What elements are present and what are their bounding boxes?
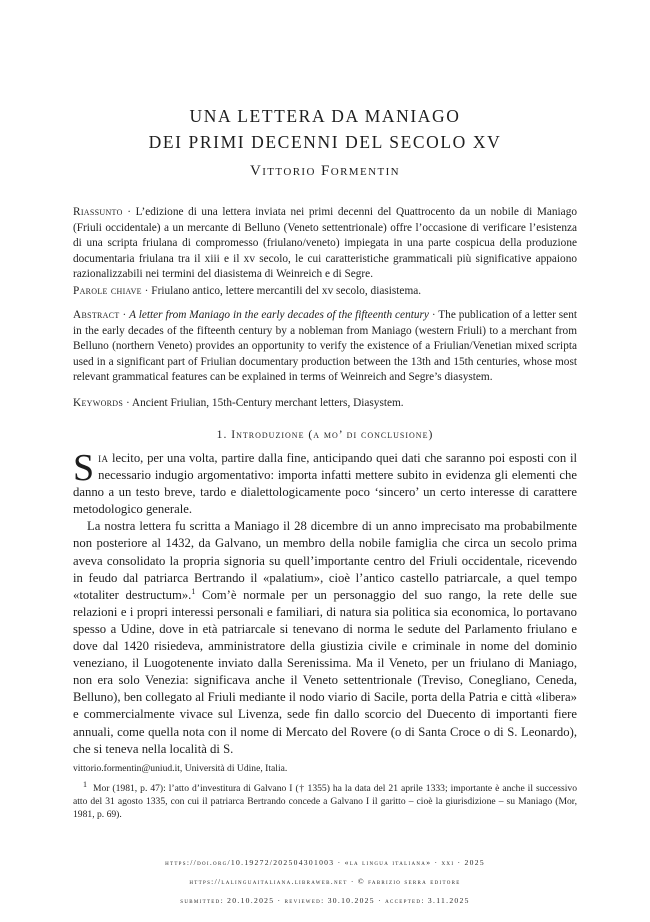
paragraph-2-text-a: La nostra lettera fu scritta a Maniago il 28 dicembre di un anno imprecisato ma probabilmente non posteriore al 1432, da Galvano, un membro della nobile famiglia che circa un secolo prima aveva consolidato la propria signoria su quell’importante centro del Friuli occidentale, ricevendo in feudo dal patriarca Bertrando il «palatium», cioè l’antico castello patriarcale, a quel tempo «totaliter destructum».: [73, 519, 577, 602]
footer-doi-line: https://doi.org/10.19272/202504301003 · «la lingua italiana» · xxi · 2025: [165, 858, 485, 867]
drop-cap: S: [73, 447, 95, 489]
footnote-1: [73, 779, 578, 822]
parole-chiave-block: Parole chiave · Friulano antico, lettere mercantili del xv secolo, diasistema.: [73, 285, 422, 297]
footnote-1-number: 1: [83, 779, 87, 789]
footer-dates-line: submitted: 20.10.2025 · reviewed: 30.10.2025 · accepted: 3.11.2025: [180, 896, 470, 905]
abstract-label: Abstract: [73, 309, 120, 321]
keywords-block: Keywords · Ancient Friulian, 15th-Century merchant letters, Diasystem.: [73, 397, 404, 409]
abstract-text: The publication of a letter sent in the early decades of the fifteenth century by a nobleman from Maniago (western Friuli) to a merchant from Belluno (northern Veneto) provides an opportunity to verify the existence of a Friulian/Venetian mixed scripta used in a significant part of Friulian documentary production between the 13th and 15th centuries, whose most relevant grammatical features can be explained in terms of Weinreich and Segre’s diasystem.: [73, 309, 577, 384]
abstract-block: Abstract · A letter from Maniago in the early decades of the fifteenth century · The publication of a letter sent in the early decades of the fifteenth century by a nobleman from Maniago (western Friuli) to a merchant from Belluno (northern Veneto) provides an opportunity to verify the existence of a Friulian/Venetian mixed scripta used in a significant part of Friulian documentary production between the 13th and 15th centuries, whose most relevant grammatical features can be explained in terms of Weinreich and Segre’s diasystem.: [73, 309, 577, 384]
author-affiliation: vittorio.formentin@uniud.it, Università di Udine, Italia.: [73, 763, 288, 774]
riassunto-block: Riassunto · L’edizione di una lettera inviata nei primi decenni del Quattrocento da un nobile di Maniago (Friuli occidentale) a un mercante di Belluno (Veneto settentrionale) offre l’occasione di verificare l’esistenza di una scripta friulana di compromesso (friulano/veneto) impiegata in una parte cospicua della produzione documentaria friulana tra il xiii e il xv secolo, le cui caratteristiche grammaticali più significative appaiono razionalizzabili nei termini del diasistema di Weinreich e di Segre.: [73, 206, 577, 281]
article-title-line-2: DEI PRIMI DECENNI DEL SECOLO XV: [148, 132, 502, 152]
parole-chiave-text: Friulano antico, lettere mercantili del xv secolo, diasistema.: [151, 285, 422, 297]
riassunto-label: Riassunto: [73, 206, 123, 218]
riassunto-text: L’edizione di una lettera inviata nei primi decenni del Quattrocento da un nobile di Maniago (Friuli occidentale) a un mercante di Belluno (Veneto settentrionale) offre l’occasione di verificare l’esistenza di una scripta friulana di compromesso (friulano/veneto) impiegata in una parte cospicua della produzione documentaria friulana tra il xiii e il xv secolo, le cui caratteristiche grammaticali più significative appaiono razionalizzabili nei termini del diasistema di Weinreich e di Segre.: [73, 206, 577, 281]
paragraph-1: [73, 447, 577, 518]
keywords-text: Ancient Friulian, 15th-Century merchant letters, Diasystem.: [131, 397, 404, 409]
abstract-title: A letter from Maniago in the early decades of the fifteenth century: [129, 309, 429, 321]
paragraph-2-text-b: Com’è normale per un personaggio del suo rango, la rete delle sue relazioni e i propri interessi personali e familiari, di natura sia politica sia economica, lo portavano spesso a Udine, dove in età patriarcale si tenevano di norma le sedute del Parlamento friulano e dove dal 1420 risiedeva, amministratore della giustizia civile e criminale in nome del dominio veneziano, il Luogotenente inviato dalla Serenissima. Ma il Veneto, per un friulano di Maniago, non era solo Venezia: significava anche il Veneto settentrionale (Treviso, Conegliano, Ceneda, Belluno), ben collegato al Friuli mediante il nodo viario di Sacile, porta della Patria e città «libera» e commercialmente vivace sul Livenza, sede fin dallo scorcio del Duecento di importanti fiere annuali, come quella nota con il nome di Mercato del Rovere (o di Santa Croce o di S. Leonardo), che si teneva nella località di S.: [73, 587, 577, 756]
section-heading: 1. Introduzione (a mo’ di conclusione): [216, 428, 434, 441]
footnote-ref-1[interactable]: 1: [191, 586, 196, 596]
article-title-line-1: UNA LETTERA DA MANIAGO: [189, 106, 461, 126]
paragraph-2: [73, 518, 577, 757]
paragraph-1-text: lecito, per una volta, partire dalla fine, anticipando quei dati che saranno poi esposti con il necessario indugio argomentativo: importa infatti mettere subito in evidenza gli elementi che danno a un testo breve, tardo e dialettologicamente poco ‘sincero’ un certo interesse di carattere metodologico generale.: [73, 451, 577, 517]
author-name: Vittorio Formentin: [250, 163, 400, 179]
parole-chiave-label: Parole chiave: [73, 285, 142, 297]
footer-publisher-line: https://lalinguaitaliana.libraweb.net · © fabrizio serra editore: [189, 877, 461, 886]
first-word-rest: ia: [98, 451, 109, 465]
keywords-label: Keywords: [73, 397, 124, 409]
body-text: [73, 447, 577, 758]
footnote-1-text: Mor (1981, p. 47): l’atto d’investitura di Galvano I († 1355) ha la data del 21 aprile 1333; importante è anche il successivo atto del 31 agosto 1335, con cui il patriarca Bertrando concede a Galvano I il garitto – cioè la giurisdizione – su Maniago (Mor, 1981, p. 69).: [73, 783, 578, 821]
